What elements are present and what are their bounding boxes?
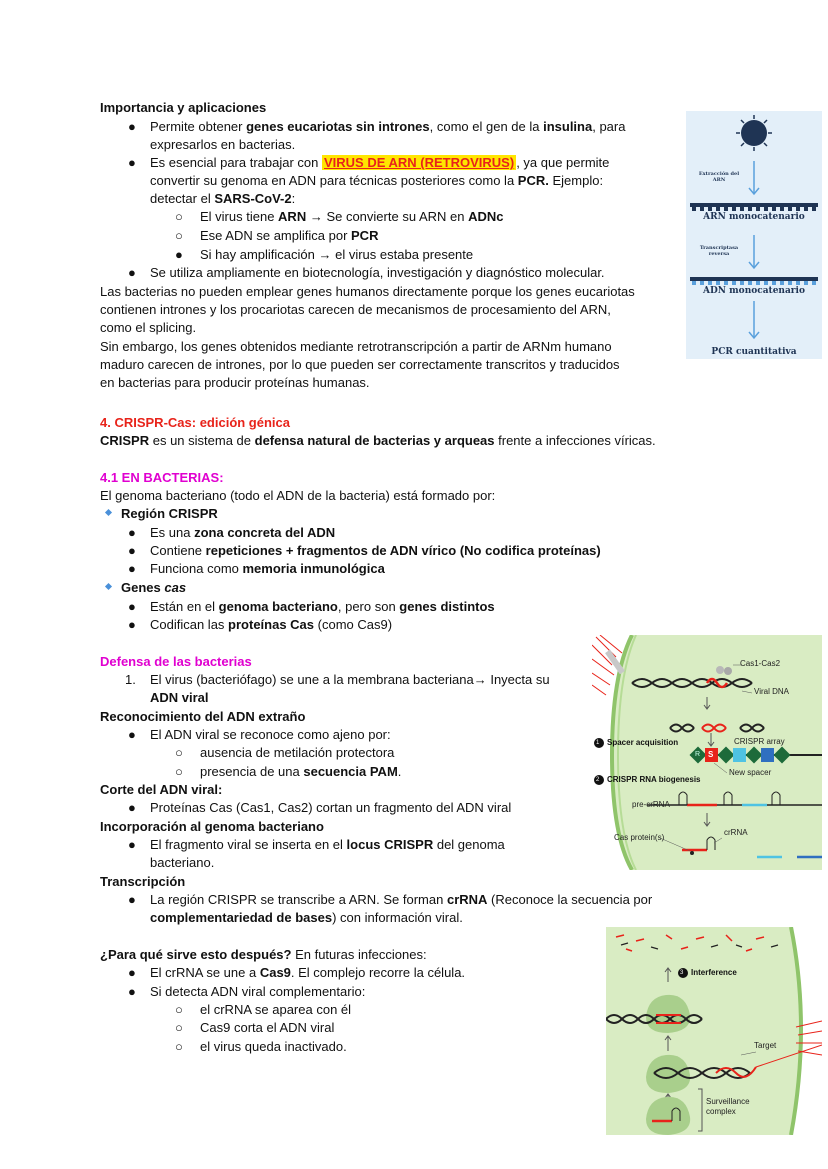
sub-item-1: El virus tiene ARN → Se convierte su ARN en ADNc <box>200 209 504 224</box>
fig2-repeat-r: R <box>695 751 701 758</box>
fig1-label-adn: ADN monocatenario <box>703 286 805 296</box>
transcripcion-item-l2: complementariedad de bases) con información viral. <box>150 910 463 925</box>
bullet-text-1-l2: expresarlos en bacterias. <box>150 137 296 152</box>
diamond-bullet-icon <box>105 583 112 590</box>
reconocimiento-sub-2: presencia de una secuencia PAM. <box>200 764 402 779</box>
fig2-label-crispr-array: CRISPR array <box>734 737 785 746</box>
highlight-retrovirus: VIRUS DE ARN (RETROVIRUS) <box>323 155 515 170</box>
sub-item-3: Si hay amplificación → el virus estaba presente <box>200 247 474 262</box>
fig1-label-pcr: PCR cuantitativa <box>711 347 797 357</box>
incorporacion-item: El fragmento viral se inserta en el locus CRISPR del genoma <box>150 837 505 852</box>
reconocimiento-sub-1: ausencia de metilación protectora <box>200 745 395 760</box>
fig2-label-viral-dna: Viral DNA <box>754 687 789 696</box>
bullet: ● <box>128 837 136 852</box>
pcr-diagram-graphic <box>686 111 822 359</box>
bullet: ● <box>128 543 136 558</box>
fig1-label-arn: ARN monocatenario <box>703 212 805 222</box>
paragraph-2-l2: maduro carecen de intrones, por lo que pueden ser correctamente transcritos y traducidos <box>100 357 620 372</box>
question-sub-1: el crRNA se aparea con él <box>200 1002 352 1017</box>
bullet: ● <box>128 561 136 576</box>
bullet: ● <box>128 525 136 540</box>
heading-incorporacion: Incorporación al genoma bacteriano <box>100 819 324 834</box>
corte-item: Proteínas Cas (Cas1, Cas2) cortan un fragmento del ADN viral <box>150 800 512 815</box>
bullet: ● <box>128 892 136 907</box>
fig2-label-new-spacer: New spacer <box>729 768 772 777</box>
fig1-label-transcriptasa-1: Transcriptasa <box>699 245 739 251</box>
sub-bullet: ○ <box>175 745 183 760</box>
fig2-label-pre-crrna: pre-crRNA <box>632 800 670 809</box>
paragraph-1-l2: contienen intrones y los procariotas carecen de mecanismos de procesamiento del ARN, <box>100 302 611 317</box>
fig2-label-cas-protein: Cas protein(s) <box>614 833 665 842</box>
genes-item-1: Están en el genoma bacteriano, pero son genes distintos <box>150 599 495 614</box>
paragraph-2-l3: en bacterias para producir proteínas humanas. <box>100 375 370 390</box>
bullet: ● <box>128 119 136 134</box>
fig1-label-extraccion-1: Extracción del <box>698 171 740 177</box>
fig2-spacer-s: S <box>708 750 714 759</box>
sub-bullet: ● <box>175 247 183 262</box>
sub-bullet: ○ <box>175 209 183 224</box>
question-item-1: El crRNA se une a Cas9. El complejo recorre la célula. <box>150 965 466 980</box>
bullet: ● <box>128 965 136 980</box>
region-item-3: Funciona como memoria inmunológica <box>150 561 385 576</box>
bullet: ● <box>128 265 136 280</box>
region-item-1: Es una zona concreta del ADN <box>150 525 336 540</box>
fig2-step1-number: 1 <box>596 740 600 746</box>
question-item-2: Si detecta ADN viral complementario: <box>150 984 366 999</box>
region-crispr-heading: Región CRISPR <box>121 506 218 521</box>
sub-bullet: ○ <box>175 1002 183 1017</box>
bullet: ● <box>128 984 136 999</box>
genes-item-2: Codifican las proteínas Cas (como Cas9) <box>150 617 393 632</box>
section-title-importancia: Importancia y aplicaciones <box>100 100 267 115</box>
numbered-item-1-l2: ADN viral <box>150 690 209 705</box>
crispr-definition: CRISPR es un sistema de defensa natural de bacterias y arqueas frente a infecciones víricas. <box>100 433 656 448</box>
subsection-title-bacterias: 4.1 EN BACTERIAS: <box>100 470 224 485</box>
crispr-acquisition-diagram <box>592 635 822 870</box>
fig3-label-target: Target <box>754 1041 777 1050</box>
bullet: ● <box>128 617 136 632</box>
fig3-label-surveillance-1: Surveillance <box>706 1097 750 1106</box>
sub-bullet: ○ <box>175 1020 183 1035</box>
transcripcion-item: La región CRISPR se transcribe a ARN. Se forman crRNA (Reconoce la secuencia por <box>150 892 653 907</box>
bullet-text-2: Es esencial para trabajar con VIRUS DE ARN (RETROVIRUS) , ya que permite <box>150 155 610 170</box>
bullet: ● <box>128 155 136 170</box>
fig2-step1-label: Spacer acquisition <box>607 738 679 747</box>
genome-intro: El genoma bacteriano (todo el ADN de la bacteria) está formado por: <box>100 488 496 503</box>
reconocimiento-item: El ADN viral se reconoce como ajeno por: <box>150 727 391 742</box>
bullet-text-3: Se utiliza ampliamente en biotecnología, investigación y diagnóstico molecular. <box>150 265 605 280</box>
fig1-label-transcriptasa-2: reversa <box>708 251 730 257</box>
fig3-label-surveillance-2: complex <box>706 1107 736 1116</box>
sub-bullet: ○ <box>175 764 183 779</box>
subsection-title-defensa: Defensa de las bacterias <box>100 654 252 669</box>
fig2-step2-number: 2 <box>596 777 600 783</box>
fig2-step2-label: CRISPR RNA biogenesis <box>607 775 701 784</box>
bullet-text-1: Permite obtener genes eucariotas sin intrones, como el gen de la insulina, para <box>150 119 626 134</box>
sub-bullet: ○ <box>175 228 183 243</box>
sub-item-2: Ese ADN se amplifica por PCR <box>200 228 379 243</box>
bullet-text-2-l3: detectar el SARS-CoV-2: <box>150 191 296 206</box>
question-sub-3: el virus queda inactivado. <box>200 1039 347 1054</box>
fig2-label-crrna: crRNA <box>724 828 748 837</box>
pcr-diagram <box>686 111 822 359</box>
numbered-item-1-number: 1. <box>125 672 136 687</box>
bullet: ● <box>128 599 136 614</box>
sub-bullet: ○ <box>175 1039 183 1054</box>
heading-reconocimiento: Reconocimiento del ADN extraño <box>100 709 306 724</box>
bullet-text-2-l2: convertir su genoma en ADN para técnicas posteriores como la PCR. Ejemplo: <box>150 173 604 188</box>
section-title-crispr: 4. CRISPR-Cas: edición génica <box>100 415 290 430</box>
paragraph-2-l1: Sin embargo, los genes obtenidos mediante retrotranscripción a partir de ARNm humano <box>100 339 612 354</box>
numbered-item-1: El virus (bacteriófago) se une a la membrana bacteriana→ Inyecta su <box>150 672 550 687</box>
paragraph-1-l3: como el splicing. <box>100 320 197 335</box>
region-item-2: Contiene repeticiones + fragmentos de ADN vírico (No codifica proteínas) <box>150 543 601 558</box>
heading-transcripcion: Transcripción <box>100 874 186 889</box>
fig2-label-cas12: Cas1-Cas2 <box>740 659 781 668</box>
fig1-label-extraccion-2: ARN <box>712 177 726 183</box>
heading-corte: Corte del ADN viral: <box>100 782 223 797</box>
bullet: ● <box>128 727 136 742</box>
fig3-step3-number: 3 <box>680 970 684 976</box>
fig3-step3-label: Interference <box>691 968 737 977</box>
virus-icon <box>736 115 772 151</box>
diamond-bullet-icon <box>105 509 112 516</box>
question-line: ¿Para qué sirve esto después? En futuras infecciones: <box>100 947 427 962</box>
question-sub-2: Cas9 corta el ADN viral <box>200 1020 335 1035</box>
incorporacion-item-l2: bacteriano. <box>150 855 215 870</box>
crispr-interference-diagram <box>606 927 822 1135</box>
paragraph-1-l1: Las bacterias no pueden emplear genes humanos directamente porque los genes eucariotas <box>100 284 635 299</box>
genes-cas-heading: Genes cas <box>121 580 187 595</box>
bullet: ● <box>128 800 136 815</box>
